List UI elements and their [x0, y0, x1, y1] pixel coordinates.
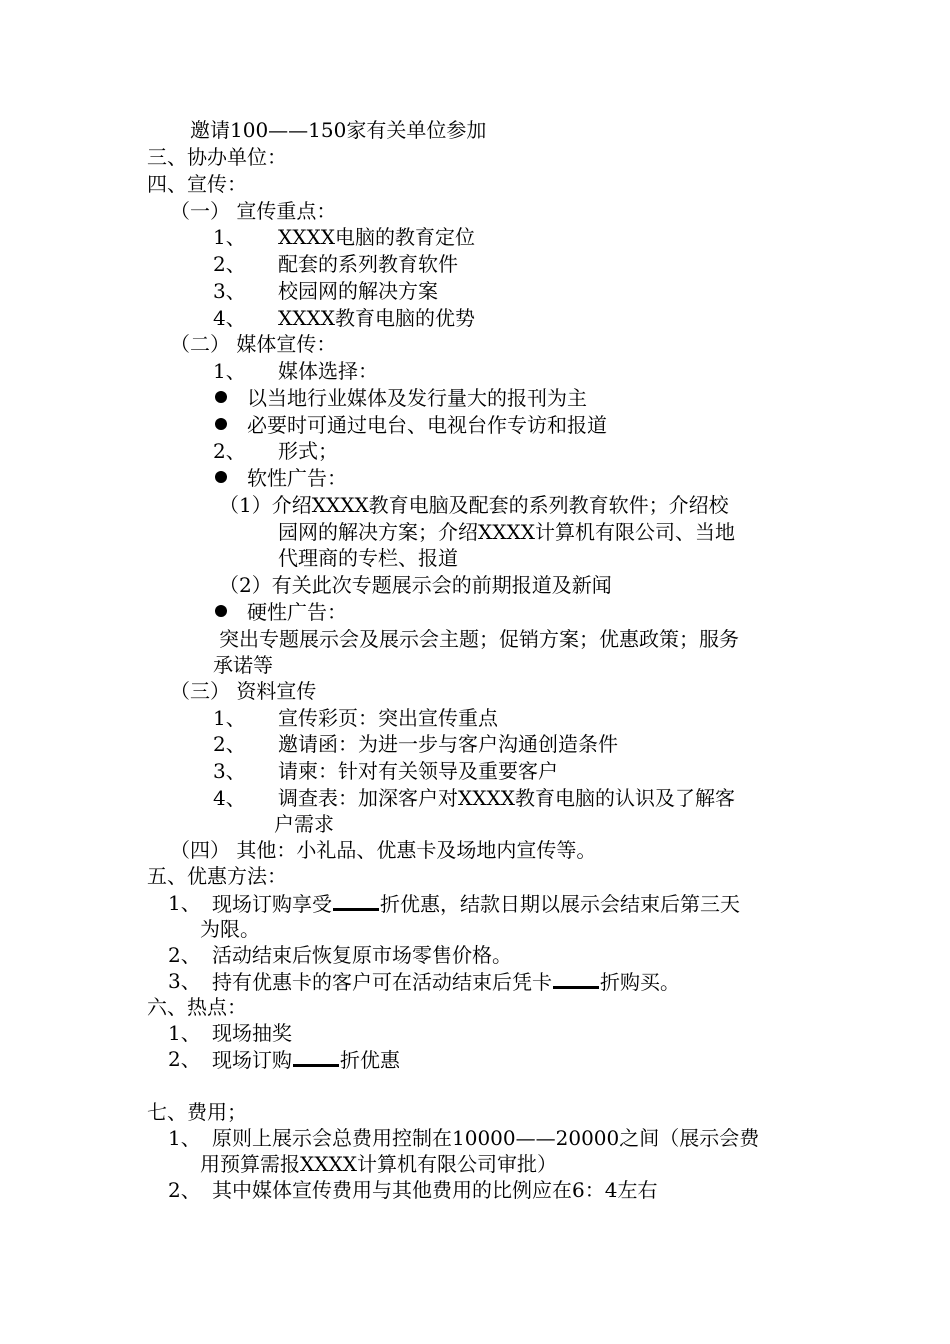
item-number: 1、	[213, 359, 246, 383]
bullet-item: 硬性广告：	[247, 600, 347, 624]
section-7-heading: 七、费用；	[147, 1100, 247, 1124]
item-number: 2、	[168, 943, 201, 967]
list-item: 原则上展示会总费用控制在10000——20000之间（展示会费	[212, 1126, 760, 1150]
paragraph-line: 承诺等	[213, 653, 273, 677]
item-number: 1、	[213, 706, 246, 730]
paragraph-line: 园网的解决方案；介绍XXXX计算机有限公司、当地	[278, 520, 735, 544]
list-item: 邀请函：为进一步与客户沟通创造条件	[278, 732, 618, 756]
bullet-item: 软性广告：	[247, 466, 347, 490]
item-number: 2、	[213, 252, 246, 276]
section-4-4-heading: （四） 其他：小礼品、优惠卡及场地内宣传等。	[170, 838, 597, 862]
paragraph-line: （1）介绍XXXX教育电脑及配套的系列教育软件；介绍校	[219, 493, 729, 517]
list-item	[212, 890, 740, 916]
item-number: 1、	[168, 1126, 201, 1150]
item-number: 3、	[213, 759, 246, 783]
item-number: 4、	[213, 306, 246, 330]
fill-in-blank	[293, 1046, 339, 1067]
text-segment: 折优惠	[340, 1048, 400, 1072]
invite-line: 邀请100——150家有关单位参加	[190, 118, 487, 142]
section-4-2-heading: （二） 媒体宣传：	[170, 332, 337, 356]
text-segment: 现场订购	[212, 1048, 292, 1072]
item-number: 1、	[168, 1021, 201, 1045]
bullet-item: 必要时可通过电台、电视台作专访和报道	[247, 413, 607, 437]
item-number: 2、	[168, 1047, 201, 1071]
list-item: 宣传彩页：突出宣传重点	[278, 706, 498, 730]
section-3-heading: 三、协办单位：	[147, 145, 287, 169]
paragraph-line: 用预算需报XXXX计算机有限公司审批）	[200, 1152, 557, 1176]
section-5-heading: 五、优惠方法：	[147, 864, 287, 888]
text-segment: 现场订购享受	[212, 892, 332, 916]
list-item: 配套的系列教育软件	[278, 252, 458, 276]
text-segment: 持有优惠卡的客户可在活动结束后凭卡	[212, 970, 552, 994]
section-4-1-heading: （一） 宣传重点：	[170, 199, 337, 223]
paragraph-line: 户需求	[274, 812, 334, 836]
item-number: 4、	[213, 786, 246, 810]
paragraph-line: 为限。	[200, 917, 260, 941]
list-item: XXXX教育电脑的优势	[278, 306, 475, 330]
bullet-icon	[215, 605, 227, 617]
item-number: 1、	[213, 225, 246, 249]
list-item	[212, 968, 680, 994]
fill-in-blank	[333, 890, 379, 911]
section-4-heading: 四、宣传：	[147, 172, 247, 196]
item-number: 3、	[213, 279, 246, 303]
list-item: XXXX电脑的教育定位	[278, 225, 475, 249]
text-segment: 折优惠，结款日期以展示会结束后第三天	[380, 892, 740, 916]
paragraph-line: 突出专题展示会及展示会主题；促销方案；优惠政策；服务	[219, 627, 739, 651]
list-item: 媒体选择：	[278, 359, 378, 383]
list-item: 调查表：加深客户对XXXX教育电脑的认识及了解客	[278, 786, 735, 810]
item-number: 2、	[213, 439, 246, 463]
item-number: 2、	[213, 732, 246, 756]
section-6-heading: 六、热点：	[147, 995, 247, 1019]
paragraph-line: （2）有关此次专题展示会的前期报道及新闻	[219, 573, 612, 597]
list-item: 形式；	[278, 439, 338, 463]
list-item: 活动结束后恢复原市场零售价格。	[212, 943, 512, 967]
list-item: 其中媒体宣传费用与其他费用的比例应在6：4左右	[212, 1178, 658, 1202]
item-number: 1、	[168, 891, 201, 915]
bullet-icon	[215, 391, 227, 403]
text-segment: 折购买。	[600, 970, 680, 994]
item-number: 2、	[168, 1178, 201, 1202]
list-item: 请柬：针对有关领导及重要客户	[278, 759, 558, 783]
list-item: 现场抽奖	[212, 1021, 292, 1045]
item-number: 3、	[168, 969, 201, 993]
list-item	[212, 1046, 400, 1072]
section-4-3-heading: （三） 资料宣传	[170, 679, 317, 703]
list-item: 校园网的解决方案	[278, 279, 438, 303]
fill-in-blank	[553, 968, 599, 989]
paragraph-line: 代理商的专栏、报道	[278, 546, 458, 570]
bullet-item: 以当地行业媒体及发行量大的报刊为主	[247, 386, 587, 410]
bullet-icon	[215, 471, 227, 483]
bullet-icon	[215, 418, 227, 430]
